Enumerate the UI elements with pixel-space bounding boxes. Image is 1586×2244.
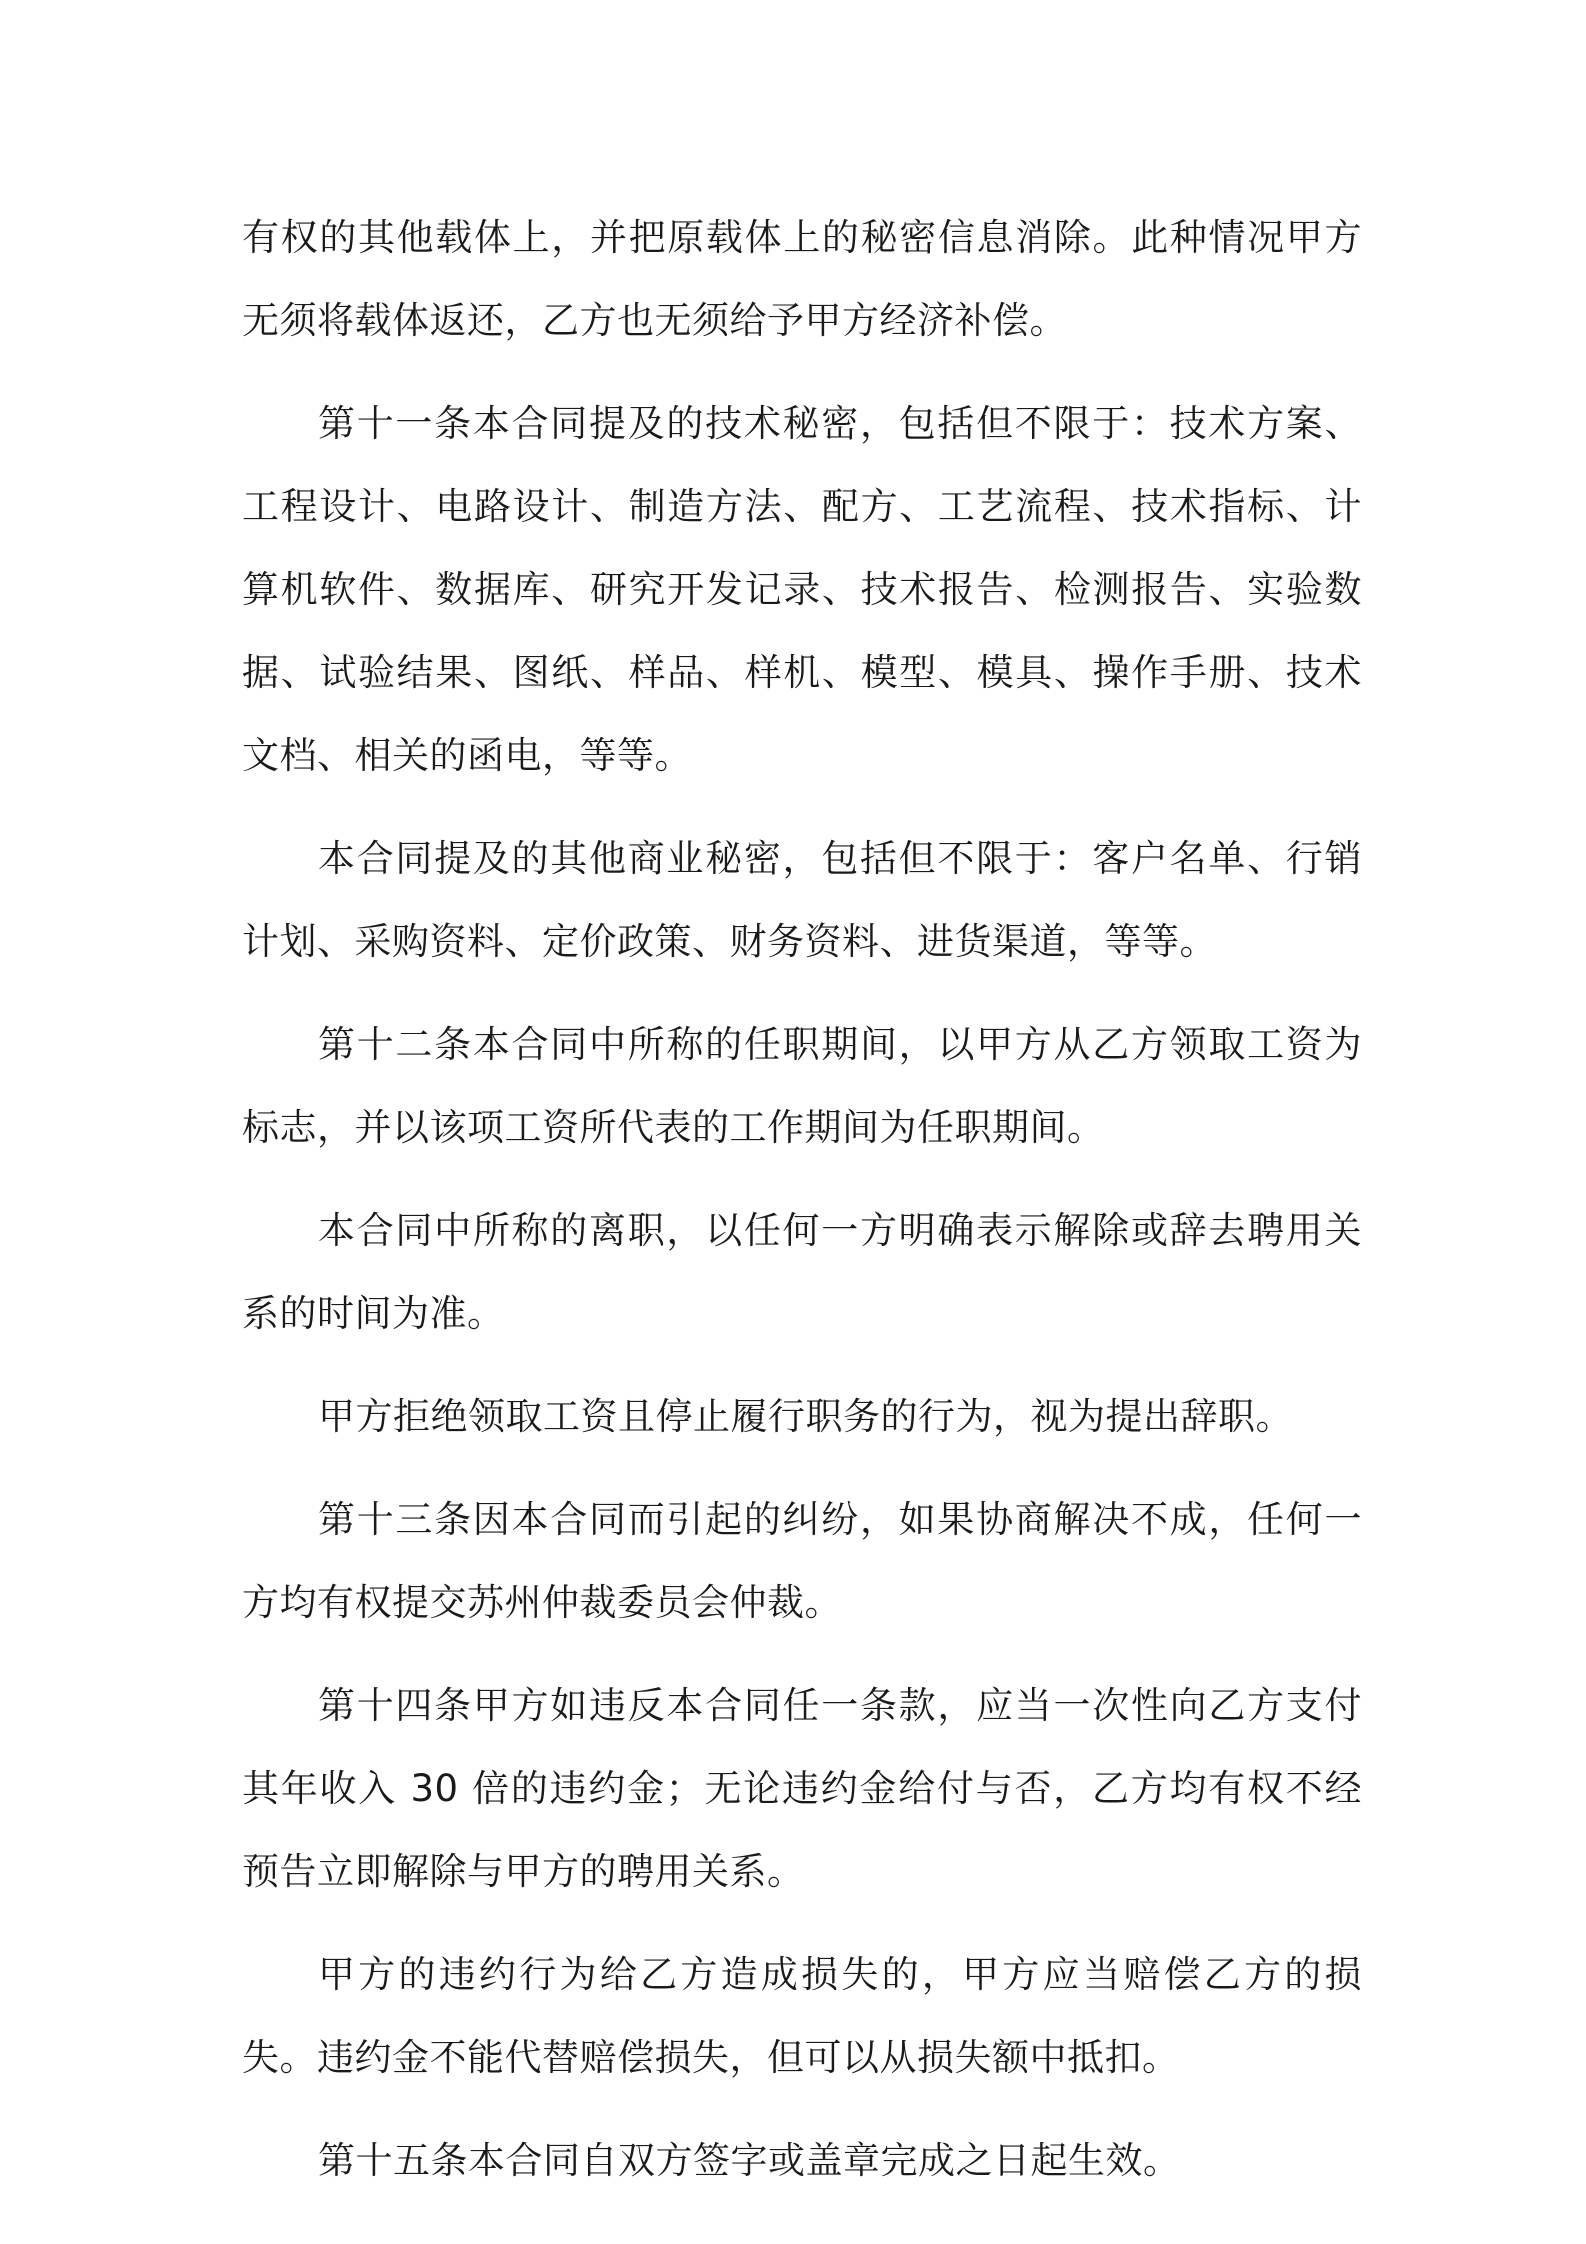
paragraph-article-14: 第十四条甲方如违反本合同任一条款，应当一次性向乙方支付其年收入 30 倍的违约金；无论违约金给付与否，乙方均有权不经预告立即解除与甲方的聘用关系。: [242, 1684, 1362, 1893]
paragraph-continuation: 有权的其他载体上，并把原载体上的秘密信息消除。此种情况甲方无须将载体返还，乙方也无须给予甲方经济补偿。: [242, 216, 1362, 342]
paragraph-article-12: 第十二条本合同中所称的任职期间，以甲方从乙方领取工资为标志，并以该项工资所代表的工作期间为任职期间。: [242, 1023, 1362, 1149]
paragraph-article-15: 第十五条本合同自双方签字或盖章完成之日起生效。: [318, 2139, 1181, 2182]
paragraph-article-11: 第十一条本合同提及的技术秘密，包括但不限于：技术方案、工程设计、电路设计、制造方法、配方、工艺流程、技术指标、计算机软件、数据库、研究开发记录、技术报告、检测报告、实验数据、试验结果、图纸、样品、样机、模型、模具、操作手册、技术文档、相关的函电，等等。: [242, 402, 1362, 777]
paragraph-resignation-definition: 本合同中所称的离职，以任何一方明确表示解除或辞去聘用关系的时间为准。: [242, 1209, 1362, 1335]
paragraph-damages: 甲方的违约行为给乙方造成损失的，甲方应当赔偿乙方的损失。违约金不能代替赔偿损失，但可以从损失额中抵扣。: [242, 1953, 1362, 2079]
document-body: [242, 196, 1362, 2222]
paragraph-article-13: 第十三条因本合同而引起的纠纷，如果协商解决不成，任何一方均有权提交苏州仲裁委员会仲裁。: [242, 1498, 1362, 1624]
paragraph-deemed-resignation: 甲方拒绝领取工资且停止履行职务的行为，视为提出辞职。: [318, 1395, 1293, 1438]
paragraph-trade-secrets: 本合同提及的其他商业秘密，包括但不限于：客户名单、行销计划、采购资料、定价政策、财务资料、进货渠道，等等。: [242, 837, 1362, 963]
